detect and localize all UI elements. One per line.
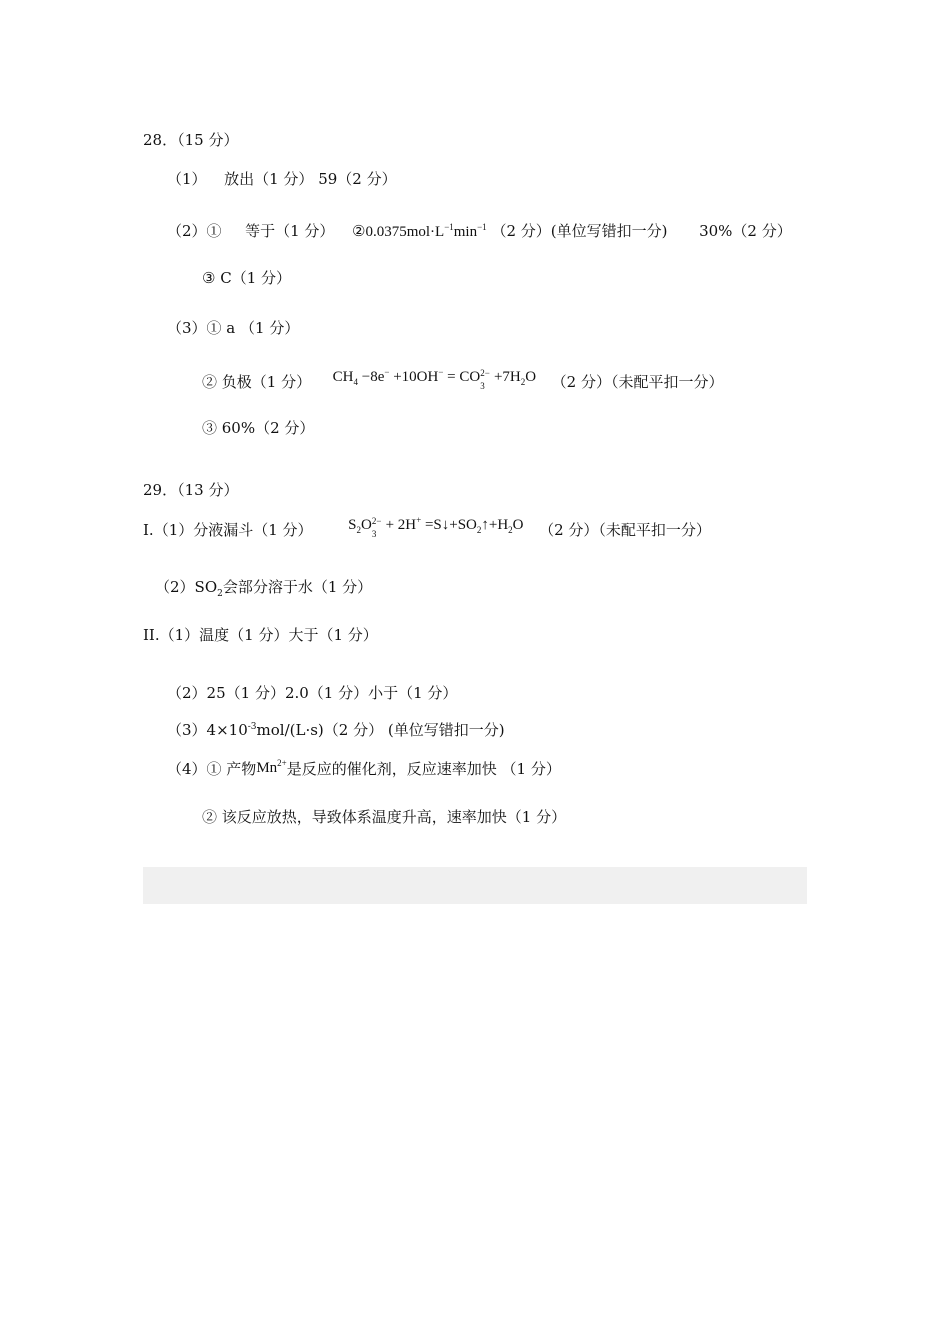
q28-header: 28．（15 分） [143, 131, 239, 149]
footer-gray-bar [143, 867, 807, 904]
thiosulfate-equation: $S_2O$ 2− 3 + $2H^+ =S↓+SO_2↑+H_2O$ [348, 515, 524, 539]
q29-ii4-2: ② 该反应放热，导致体系温度升高，速率加快（1 分） [202, 808, 567, 826]
q28-part3-1: （3）① a （1 分） [167, 319, 300, 337]
q29-ii2: （2）25（1 分）2.0（1 分）小于（1 分） [167, 684, 458, 702]
q28-part2-3: ③ C（1 分） [202, 269, 292, 287]
q28-part1-label: （1） [167, 170, 207, 188]
q29-i1 [143, 515, 711, 541]
q28-part1 [167, 169, 397, 189]
q29-header: 29．（13 分） [143, 481, 239, 499]
q28-part2-rate-value: $0.0375mol\cdot L^{-1}\min^{-1}$ [365, 222, 487, 240]
q28-part2-b-label: ② [351, 222, 366, 240]
q28-part2-answer-a: 等于（1 分） [245, 222, 335, 240]
q28-part3-2-score: （2 分）（未配平扣一分） [551, 373, 724, 391]
q28-part3-2 [202, 367, 724, 393]
q28-part3-2-label: ② 负极（1 分） [202, 373, 312, 391]
q28-part2-answer-c: 30%（2 分） [699, 222, 792, 240]
q29-ii4-1: （4）① 产物$Mn^{2+}$是反应的催化剂，反应速率加快 （1 分） [167, 758, 561, 778]
q28-part3-3: ③ 60%（2 分） [202, 419, 315, 437]
q28-part2 [167, 221, 792, 242]
manganese-ion: $Mn^{2+}$ [256, 758, 287, 776]
q29-ii3: $(3)4\times 10^{-3}mol/(L\cdot s)(2$ 分） (单位写错扣一分) [167, 721, 505, 739]
q29-ii1: II.（1）温度（1 分）大于（1 分） [143, 626, 378, 644]
q29-i1-label: I.（1）分液漏斗（1 分） [143, 521, 313, 539]
q29-i1-score: （2 分）（未配平扣一分） [539, 521, 711, 539]
methane-fuel-cell-equation: $CH_4 -8e^- +10OH^-$ = CO 2− 3 $+7H_2O$ [332, 367, 537, 391]
q29-i2: $(2)SO_2$会部分溶于水（1 分） [155, 578, 373, 599]
q28-part2-b-score: （2 分）(单位写错扣一分) [491, 222, 668, 240]
q28-part2-label: （2）① [167, 222, 222, 240]
q28-part1-text: 放出（1 分） 59（2 分） [224, 170, 397, 188]
